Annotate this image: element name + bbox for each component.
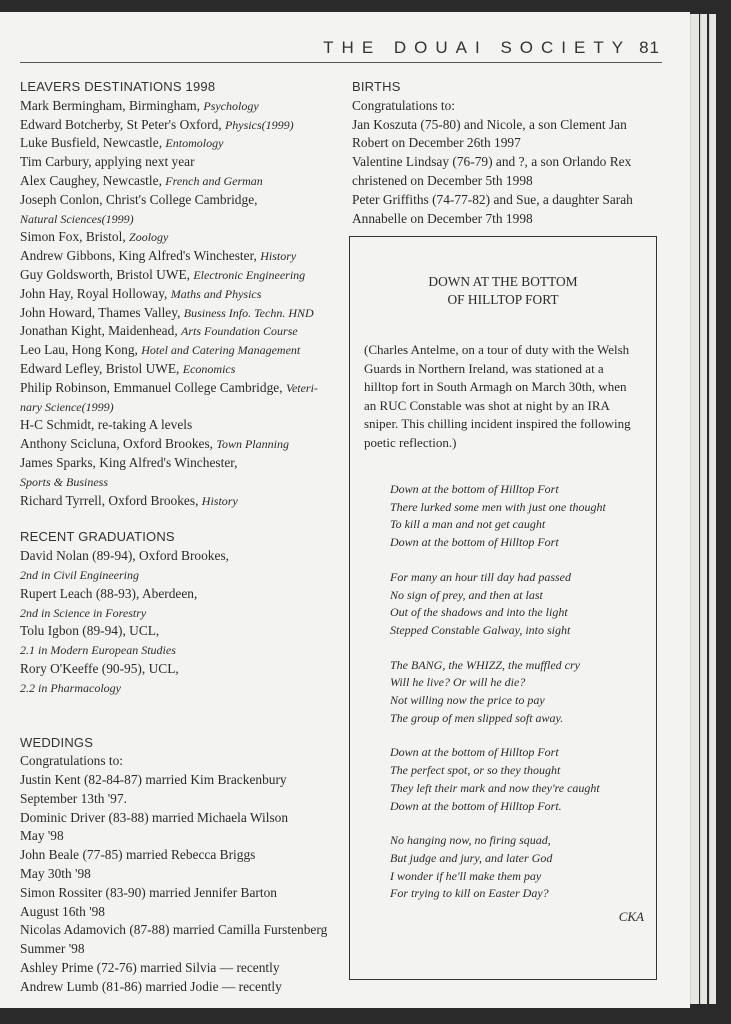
header-rule xyxy=(20,62,662,63)
birth-line: Robert on December 26th 1997 xyxy=(352,135,521,151)
leaver-entry-text: Guy Goldsworth, Bristol UWE, xyxy=(20,266,194,282)
poem-stanza xyxy=(390,481,652,552)
poem-line: No hanging now, no firing squad, xyxy=(390,833,551,848)
leaver-entry-italic: Maths and Physics xyxy=(170,286,262,301)
leaver-entry xyxy=(20,492,335,511)
leaver-entry-italic: French and German xyxy=(165,173,263,188)
leaver-entry-text: Jonathan Kight, Maidenhead, xyxy=(20,323,182,339)
poem-line: To kill a man and not get caught xyxy=(390,517,546,532)
wedding-line: Ashley Prime (72-76) married Silvia — recently xyxy=(20,960,280,976)
leaver-entry-italic: Physics(1999) xyxy=(224,117,294,132)
poem-line: Not willing now the price to pay xyxy=(390,693,545,708)
graduation-entry xyxy=(20,679,335,698)
poem-line: Stepped Constable Galway, into sight xyxy=(390,622,571,637)
intro-line: (Charles Antelme, on a tour of duty with the Welsh xyxy=(364,342,630,357)
graduation-entry-italic: 2.2 in Pharmacology xyxy=(20,680,121,695)
leaver-entry xyxy=(20,228,335,247)
wedding-line: May '98 xyxy=(20,828,64,844)
leaver-entry xyxy=(20,341,335,360)
leaver-entry xyxy=(20,172,335,191)
poem-line: The BANG, the WHIZZ, the muffled cry xyxy=(390,657,580,672)
poem-line: They left their mark and now they're caught xyxy=(390,780,600,795)
poem-line: The perfect spot, or so they thought xyxy=(390,763,561,778)
leavers-heading: LEAVERS DESTINATIONS 1998 xyxy=(20,79,216,94)
poem-stanza xyxy=(390,744,652,815)
weddings-heading: WEDDINGS xyxy=(20,734,94,750)
leaver-entry-text: Tim Carbury, applying next year xyxy=(20,154,195,170)
leaver-entry-italic: Natural Sciences(1999) xyxy=(20,211,134,226)
leaver-entry xyxy=(20,191,335,210)
birth-line: Valentine Lindsay (76-79) and ?, a son Orlando Rex xyxy=(352,154,632,170)
intro-line: an RUC Constable was shot at night by an IRA xyxy=(364,397,610,413)
birth-line: christened on December 5th 1998 xyxy=(352,172,533,188)
running-header xyxy=(20,38,660,58)
graduation-entry-italic: 2nd in Civil Engineering xyxy=(20,567,139,582)
poem-body xyxy=(390,481,652,920)
leaver-entry xyxy=(20,379,335,398)
leaver-entry-italic: Entomology xyxy=(165,136,224,151)
graduation-entry-text: Rupert Leach (88-93), Aberdeen, xyxy=(20,585,198,601)
poem-line: For many an hour till day had passed xyxy=(390,569,571,584)
leaver-entry xyxy=(20,285,335,304)
births-heading: BIRTHS xyxy=(352,79,401,94)
right-column xyxy=(352,78,652,228)
wedding-line: John Beale (77-85) married Rebecca Briggs xyxy=(20,847,256,863)
poem-title xyxy=(350,273,656,309)
leaver-entry-text: Alex Caughey, Newcastle, xyxy=(20,172,166,188)
leaver-entry-text: James Sparks, King Alfred's Winchester, xyxy=(20,454,238,470)
leaver-entry xyxy=(20,322,335,341)
publication-title: THE DOUAI SOCIETY xyxy=(323,38,632,57)
graduation-entry xyxy=(20,604,335,623)
leaver-entry xyxy=(20,435,335,454)
leaver-entry-text: Edward Lefley, Bristol UWE, xyxy=(20,360,183,376)
wedding-line: Nicolas Adamovich (87-88) married Camilla Furstenberg xyxy=(20,922,328,938)
leaver-entry-italic: Arts Foundation Course xyxy=(181,324,298,339)
weddings-list xyxy=(20,752,335,996)
left-column xyxy=(20,78,335,997)
leaver-entry-text: Leo Lau, Hong Kong, xyxy=(20,342,142,358)
intro-line: sniper. This chilling incident inspired the following xyxy=(364,416,631,432)
graduation-entry-text: Tolu Igbon (89-94), UCL, xyxy=(20,623,160,639)
leaver-entry-italic: Electronic Engineering xyxy=(193,267,306,282)
leaver-entry xyxy=(20,416,335,435)
poem-stanza xyxy=(390,569,652,640)
wedding-line: September 13th '97. xyxy=(20,790,127,806)
leaver-entry-text: Richard Tyrrell, Oxford Brookes, xyxy=(20,492,202,508)
wedding-line: May 30th '98 xyxy=(20,866,91,882)
leaver-entry xyxy=(20,473,335,492)
leaver-entry-text: Joseph Conlon, Christ's College Cambridge, xyxy=(20,191,258,207)
leaver-entry-text: Mark Bermingham, Birmingham, xyxy=(20,97,204,113)
leaver-entry-text: Simon Fox, Bristol, xyxy=(20,229,130,245)
poem-line: There lurked some men with just one thought xyxy=(390,499,606,514)
poem-title-line: DOWN AT THE BOTTOM xyxy=(428,274,578,289)
birth-line: Annabelle on December 7th 1998 xyxy=(352,210,533,226)
birth-line: Jan Koszuta (75-80) and Nicole, a son Clement Jan xyxy=(352,116,627,132)
leaver-entry-text: Philip Robinson, Emmanuel College Cambridge, xyxy=(20,379,286,395)
poem-intro xyxy=(364,341,648,453)
graduation-entry xyxy=(20,622,335,641)
graduation-entry xyxy=(20,566,335,585)
leaver-entry-italic: Psychology xyxy=(203,98,259,113)
poem-title-line: OF HILLTOP FORT xyxy=(447,292,559,307)
poem-line: I wonder if he'll make them pay xyxy=(390,868,542,883)
leaver-entry-italic: History xyxy=(201,493,238,508)
poem-line: Down at the bottom of Hilltop Fort xyxy=(390,745,559,760)
intro-line: Guards in Northern Ireland, was stationed at a xyxy=(364,360,604,376)
leaver-entry xyxy=(20,97,335,116)
birth-line: Peter Griffiths (74-77-82) and Sue, a daughter Sarah xyxy=(352,191,633,207)
poem-line: But judge and jury, and later God xyxy=(390,850,553,865)
poem-line: No sign of prey, and then at last xyxy=(390,587,543,602)
leaver-entry xyxy=(20,398,335,417)
graduations-list xyxy=(20,547,335,697)
leaver-entry xyxy=(20,304,335,323)
leaver-entry-italic: Veteri- xyxy=(285,380,318,395)
graduation-entry-text: Rory O'Keeffe (90-95), UCL, xyxy=(20,660,179,676)
leaver-entry-text: Edward Botcherby, St Peter's Oxford, xyxy=(20,116,225,132)
leaver-entry-italic: Hotel and Catering Management xyxy=(141,343,301,358)
poem-line: For trying to kill on Easter Day? xyxy=(390,886,549,901)
wedding-line: Summer '98 xyxy=(20,941,85,957)
leaver-entry-italic: History xyxy=(260,249,297,264)
intro-line: poetic reflection.) xyxy=(364,434,457,450)
graduation-entry xyxy=(20,547,335,566)
wedding-line: Simon Rossiter (83-90) married Jennifer Barton xyxy=(20,884,277,900)
leaver-entry xyxy=(20,116,335,135)
leaver-entry-text: Anthony Scicluna, Oxford Brookes, xyxy=(20,436,217,452)
poem-box xyxy=(349,236,657,980)
intro-line: hilltop fort in South Armagh on March 30th, when xyxy=(364,379,627,395)
leaver-entry-text: Luke Busfield, Newcastle, xyxy=(20,135,166,151)
graduation-entry xyxy=(20,641,335,660)
leaver-entry xyxy=(20,210,335,229)
wedding-line: August 16th '98 xyxy=(20,903,105,919)
leaver-entry xyxy=(20,266,335,285)
wedding-line: Dominic Driver (83-88) married Michaela Wilson xyxy=(20,809,289,825)
leaver-entry xyxy=(20,247,335,266)
leaver-entry xyxy=(20,153,335,172)
page-edge xyxy=(690,14,699,1004)
poem-signature: CKA xyxy=(618,909,644,924)
wedding-line: Andrew Lumb (81-86) married Jodie — recently xyxy=(20,978,282,994)
poem-line: Down at the bottom of Hilltop Fort xyxy=(390,535,559,550)
leaver-entry-italic: Business Info. Techn. HND xyxy=(183,305,314,320)
leaver-entry-italic: Sports & Business xyxy=(20,474,109,489)
poem-line: The group of men slipped soft away. xyxy=(390,710,564,725)
poem-line: Will he live? Or will he die? xyxy=(390,675,526,690)
leaver-entry xyxy=(20,360,335,379)
leaver-entry-text: John Howard, Thames Valley, xyxy=(20,304,184,320)
leaver-entry xyxy=(20,454,335,473)
page-edge xyxy=(700,14,707,1004)
poem-stanza xyxy=(390,832,652,903)
birth-line: Congratulations to: xyxy=(352,97,456,113)
leaver-entry-italic: Economics xyxy=(182,361,236,376)
leaver-entry xyxy=(20,134,335,153)
graduation-entry-text: David Nolan (89-94), Oxford Brookes, xyxy=(20,548,229,564)
poem-line: Down at the bottom of Hilltop Fort. xyxy=(390,798,562,813)
page-edge xyxy=(709,14,716,1004)
births-list xyxy=(352,97,652,229)
graduation-entry-italic: 2nd in Science in Forestry xyxy=(20,605,147,620)
graduation-entry-italic: 2.1 in Modern European Studies xyxy=(20,643,176,658)
graduation-entry xyxy=(20,585,335,604)
poem-line: Down at the bottom of Hilltop Fort xyxy=(390,482,559,496)
wedding-line: Congratulations to: xyxy=(20,753,124,769)
leaver-entry-italic: Town Planning xyxy=(216,437,289,452)
page-number: 81 xyxy=(639,38,660,57)
leaver-entry-text: Andrew Gibbons, King Alfred's Winchester, xyxy=(20,248,261,264)
graduations-heading: RECENT GRADUATIONS xyxy=(20,529,175,545)
wedding-line: Justin Kent (82-84-87) married Kim Brackenbury xyxy=(20,772,287,788)
poem-stanza xyxy=(390,657,652,728)
poem-line: Out of the shadows and into the light xyxy=(390,605,568,620)
leaver-entry-italic: Zoology xyxy=(129,230,169,245)
leavers-list xyxy=(20,97,335,511)
leaver-entry-italic: nary Science(1999) xyxy=(20,399,114,414)
leaver-entry-text: John Hay, Royal Holloway, xyxy=(20,285,171,301)
leaver-entry-text: H-C Schmidt, re-taking A levels xyxy=(20,417,193,433)
graduation-entry xyxy=(20,660,335,679)
